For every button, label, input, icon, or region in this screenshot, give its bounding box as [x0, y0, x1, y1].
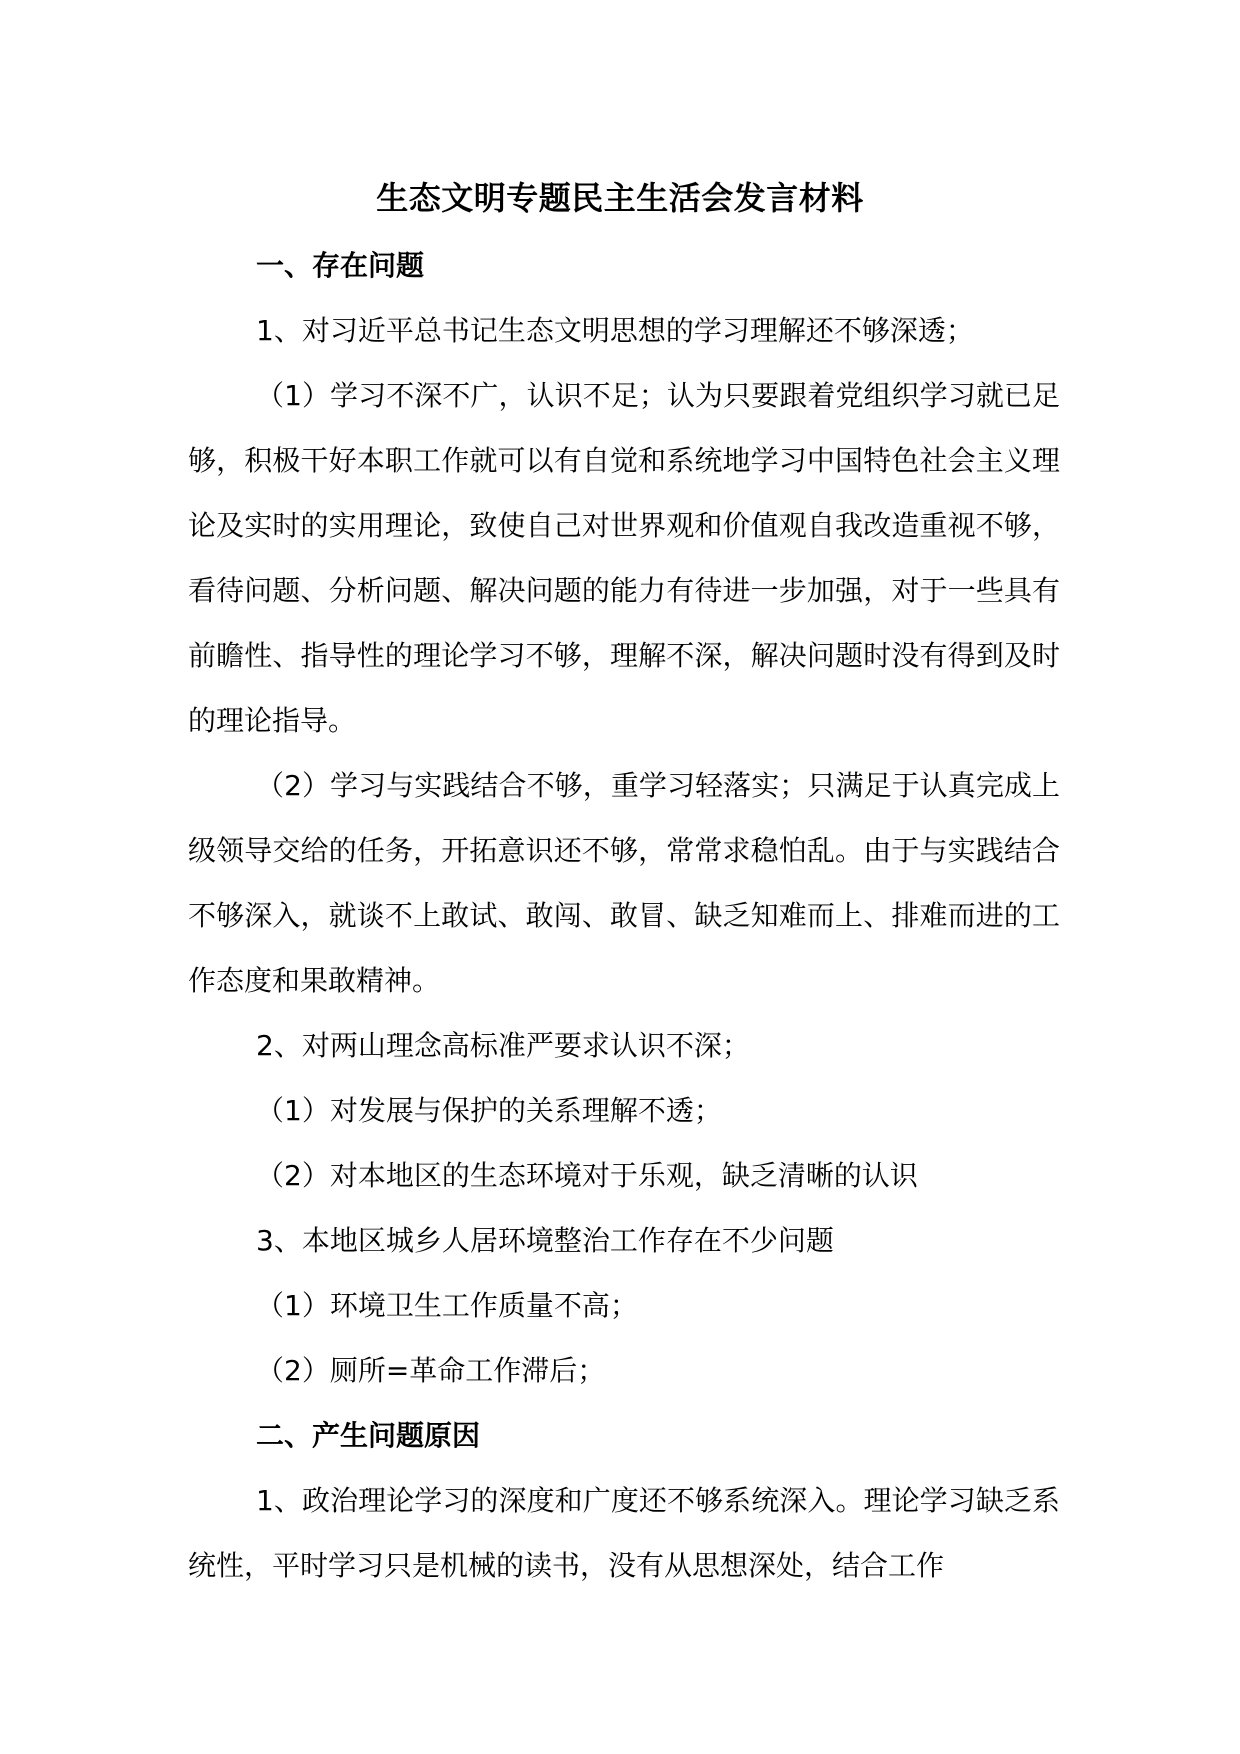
section-heading-problems: 一、存在问题	[256, 249, 425, 282]
paragraph-cause-1: 1、政治理论学习的深度和广度还不够系统深入。理论学习缺乏系统性，平时学习只是机械的读书，没有从思想深处，结合工作	[188, 1484, 1060, 1582]
paragraph-item-2-2: （2）对本地区的生态环境对于乐观，缺乏清晰的认识	[256, 1159, 918, 1192]
paragraph-item-2-1: （1）对发展与保护的关系理解不透；	[256, 1094, 722, 1127]
paragraph-item-1: 1、对习近平总书记生态文明思想的学习理解还不够深透；	[256, 314, 974, 347]
section-heading-causes: 二、产生问题原因	[256, 1419, 481, 1452]
paragraph-item-1-1: （1）学习不深不广，认识不足；认为只要跟着党组织学习就已足够，积极干好本职工作就可以有自觉和系统地学习中国特色社会主义理论及实时的实用理论，致使自己对世界观和价值观自我改造重视不够，看待问题、分析问题、解决问题的能力有待进一步加强，对于一些具有前瞻性、指导性的理论学习不够，理解不深，解决问题时没有得到及时的理论指导。	[188, 379, 1060, 737]
paragraph-item-3: 3、本地区城乡人居环境整治工作存在不少问题	[256, 1224, 834, 1257]
paragraph-item-3-1: （1）环境卫生工作质量不高；	[256, 1289, 638, 1322]
paragraph-item-2: 2、对两山理念高标准严要求认识不深；	[256, 1029, 750, 1062]
document-body	[188, 233, 1060, 1598]
document-title: 生态文明专题民主生活会发言材料	[376, 179, 864, 217]
paragraph-item-1-2: （2）学习与实践结合不够，重学习轻落实；只满足于认真完成上级领导交给的任务，开拓意识还不够，常常求稳怕乱。由于与实践结合不够深入，就谈不上敢试、敢闯、敢冒、缺乏知难而上、排难而进的工作态度和果敢精神。	[188, 769, 1060, 997]
paragraph-item-3-2: （2）厕所=革命工作滞后；	[256, 1354, 606, 1387]
